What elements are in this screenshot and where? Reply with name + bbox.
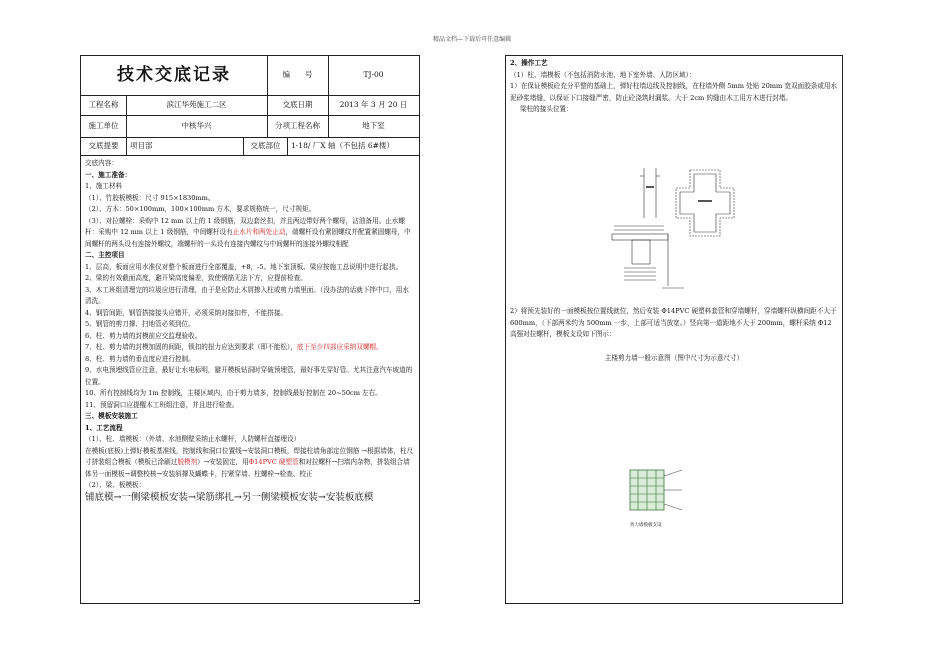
section-2-title: 二、主控项目	[85, 251, 125, 259]
s2-item-11: 11、预留洞口应提醒木工班组注意，并且进行检查。	[85, 400, 239, 409]
s2-item-6: 6、柱、剪力墙的封模前应交监理验收。	[85, 331, 202, 340]
position-label: 交底部位	[244, 137, 288, 155]
s2-item-10: 10、所有控制线均为 1m 控制线，主楼区域内，由于剪力墙多，控制线最好控制在 20~50cm 左右。	[85, 389, 382, 397]
right-content-2	[510, 306, 838, 364]
provider-row	[81, 137, 419, 156]
right-para-2: 1）在保证模板砼充分平整的基础上，弹好柱墙边线及控制线，在柱墙外侧 5mm 处贴 20mm 宽双面胶条或用水泥砂浆堵缝，以保证下口接缝严密，防止砼浇筑时漏浆。大于 2cm 的缝由木工用方木进行封堵。	[510, 82, 838, 102]
s2-item-9: 9、水电预埋线管应注意，最好让水电标明，避开模板钻洞时穿破预埋管，最好事先穿好管。尤其注意汽车坡道的位置。	[85, 366, 413, 386]
s1-line-4: （3）、对拉螺栓：采购中 12 mm 以上的 1 级钢筋，双边套丝扣，并且两边带好两个螺母，沾油备用。止水螺杆：采购中 12 mm 以上 1 级钢筋，中间螺杆设有止水片和两处止动，端螺杆设有紧固螺纹并配置紧固螺母，中间螺杆的两头设有连接外螺纹，端螺杆的一头设有连接内螺纹与中间螺杆的连接外螺纹相配	[85, 216, 411, 248]
unit-row	[81, 115, 419, 138]
provider-value: 项目部	[126, 137, 244, 155]
s2-item-5: 5、钢管的剪刀撑、扫地管必须到位。	[85, 320, 195, 328]
s3-line-1: 1、工艺流程	[85, 423, 123, 432]
section-3-title: 三、模板安装施工	[85, 412, 138, 420]
s2-item-3: 3、木工班组清理完的垃圾应进行清理，由于是应防止木屑掺入柱或剪力墙里面。（没办法的话就下拌中口，用水清洗。	[85, 285, 409, 305]
project-value: 滨江华苑施工二区	[126, 95, 268, 115]
right-content	[510, 58, 838, 116]
right-page	[505, 55, 843, 604]
doc-title: 技术交底记录	[81, 56, 268, 95]
date-value: 2013 年 3 月 20 日	[339, 99, 408, 109]
red-text: 止水片和两处止动	[232, 228, 286, 236]
unit-value: 中核华兴	[126, 115, 268, 137]
page-edge-mark	[414, 600, 420, 601]
subproject-label: 分项工程名称	[267, 115, 329, 137]
date-label: 交底日期	[267, 95, 329, 115]
s3-line-4: （2）、梁、板模板：	[85, 481, 146, 489]
s2-item-4: 4、钢管间距，钢管搭接接头应错开，必须采纳对接扣件，不能搭接。	[85, 308, 288, 317]
left-page	[80, 55, 420, 604]
project-row	[81, 95, 419, 116]
content-intro: 交底内容：	[85, 159, 118, 167]
position-value: 1-18/ 厂X 轴（不包括 6#楼）	[291, 140, 394, 150]
left-content	[85, 158, 415, 503]
shear-wall-figure	[626, 466, 696, 521]
project-label: 工程名称	[81, 95, 127, 115]
s3-line-5: 铺底模→一侧梁模板安装→梁筋绑扎→另一侧梁模板安装→安装板底模	[85, 491, 374, 503]
right-para-4: 2）将预先装好的一面模板按位置线就位，然后安装 Φ14PVC 硬塑料套管和穿墙螺杆，穿墙螺杆纵横间距不大于 600mm，（下部两米约为 500mm 一步，上部可适当放宽。）竖向第一道距地不大于 200mm，螺杆采纳 Φ12 高强对拉螺杆，模板支设如下图示：	[510, 307, 837, 338]
s3-line-3: 在模板(底板)上弹好模板基准线，控制线和洞口位置线→安装洞口模板，焊接柱墙角部定位钢筋 →根据墙体，柱尺寸拼装组合模板（模板已涂刷过脱模剂）→安装固定，用Φ14PVC 硬塑管和对拉螺杆→扫墙内杂物，拼装组合墙体另一面模板→调整校核→安装斜撑及蝴蝶卡，拧紧穿墙、柱螺栓→检查、校正	[85, 446, 414, 478]
figure-2-label: 剪力墙模板支设	[630, 523, 662, 528]
number-label: 编 号	[267, 56, 329, 95]
header-note: 精品文档---下载后可任意编辑	[433, 36, 512, 43]
red-text: 底下至少四部应采纳双螺帽。	[296, 343, 383, 351]
s2-item-7: 7、柱、剪力墙的封模加固的间距，锁扣的扭力应达到要求（即不能松），底下至少四部应采纳双螺帽。	[85, 343, 383, 351]
s2-item-2: 2、梁的有效截面高度，避开梁高度偏差，致使钢筋无法下方，应提前检查。	[85, 274, 307, 282]
s3-line-2: （1）、柱、墙模板：（外墙、水池侧壁采纳止水螺杆，人防螺杆直接埋设）	[85, 435, 301, 443]
subproject-value: 地下室	[362, 120, 385, 130]
s1-line-3: （2）、方木：50×100mm，100×100mm 方木，要求规格统一，尺寸规矩。	[85, 205, 316, 213]
right-para-3: 梁柱的接头位置：	[520, 105, 573, 113]
s2-item-1: 1、层高，板面应用水准仪对整个板面进行全部覆盖，+8，-5。地下室顶板、梁应按施工总说明中进行起拱。	[85, 262, 403, 271]
s1-line-1: 1、施工材料	[85, 182, 123, 190]
s1-line-2: （1）、竹胶板模板：尺寸 915×1830mm。	[85, 193, 215, 202]
s2-item-8: 8、柱、剪力墙的垂直度应进行控制。	[85, 354, 195, 363]
number-value: TJ-00	[363, 70, 384, 80]
unit-label: 施工单位	[81, 115, 127, 137]
right-para-1: （1）柱、墙模板（不包括消防水池、地下室外墙、人防区域）：	[510, 70, 696, 79]
red-text: Φ14PVC 硬塑管	[248, 458, 299, 466]
operation-title: 2、操作工艺	[510, 59, 548, 67]
section-1-title: 一、施工准备：	[85, 170, 132, 179]
provider-label: 交底提要	[81, 137, 127, 155]
title-row	[81, 56, 419, 96]
beam-column-joint-figure	[594, 156, 744, 296]
red-text: 脱模剂	[177, 458, 198, 466]
figure-caption: 主楼剪力墙一般示意图（图中尺寸为示意尺寸）	[604, 353, 744, 362]
